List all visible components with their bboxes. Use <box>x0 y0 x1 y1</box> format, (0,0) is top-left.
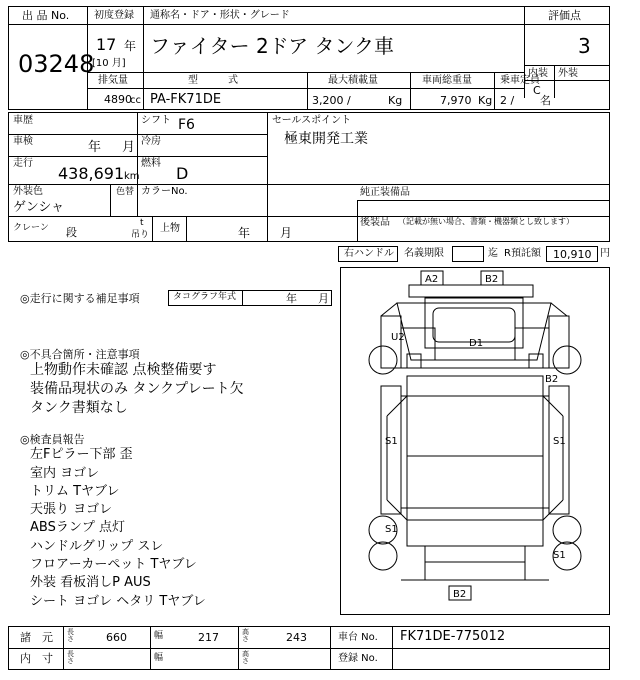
inspector-line-4: 天張り ヨゴレ <box>30 502 113 517</box>
registration-year-unit: 年 <box>124 39 137 53</box>
fuel-label: 燃料 <box>141 158 161 169</box>
vehicle-diagram <box>341 268 609 614</box>
diagram-label-s1-left-upper: S1 <box>385 436 398 447</box>
model-name-label: 通称名・ドア・形状・グレード <box>150 10 290 21</box>
height-label: 高さ <box>242 628 249 644</box>
length-label: 長さ <box>67 628 74 644</box>
diagram-label-u2: U2 <box>391 332 405 343</box>
inspection-year-unit: 年 <box>88 140 102 155</box>
height-value: 243 <box>286 631 307 644</box>
defect-line-3: タンク書類なし <box>30 400 128 416</box>
model-code-label: 型 式 <box>188 75 238 86</box>
inspector-line-2: 室内 ヨゴレ <box>30 466 100 481</box>
driving-notes-label: ◎走行に関する補足事項 <box>20 292 140 305</box>
diagram-label-b2-front: B2 <box>485 274 499 285</box>
inspector-line-6: ハンドルグリップ スレ <box>30 539 164 554</box>
gross-weight-value: 7,970 <box>440 94 472 107</box>
overall-rating: 3 <box>578 34 591 58</box>
sales-point-label: セールスポイント <box>272 115 352 126</box>
exterior-color-label: 外装色 <box>13 186 43 197</box>
exterior-grade-label: 外装 <box>558 68 578 79</box>
capacity-label: 乗車定員 <box>500 75 540 86</box>
inspector-line-7: フロアーカーペット Tヤブレ <box>30 557 197 572</box>
name-change-label: 名義期限 <box>404 248 444 259</box>
history-label: 車歴 <box>13 115 33 126</box>
diagram-label-a2: A2 <box>425 274 439 285</box>
capacity-unit: 名 <box>540 94 551 107</box>
crane-label: クレーン <box>13 223 49 233</box>
registration-month: [10 月] <box>92 58 126 69</box>
ac-label: 冷房 <box>141 136 161 147</box>
length-value: 660 <box>106 631 127 644</box>
chassis-number: FK71DE-775012 <box>400 629 506 644</box>
color-code-label: カラーNo. <box>141 186 188 197</box>
name-change-box <box>452 246 484 262</box>
inspector-line-5: ABSランプ 点灯 <box>30 520 125 535</box>
defect-line-1: 上物動作未確認 点検整備要す <box>30 362 217 378</box>
interior-grade: C <box>533 84 541 97</box>
vehicle-title: ファイター 2ドア タンク車 <box>150 34 395 58</box>
color-change-label: 色替 <box>116 187 135 197</box>
recycle-label: R預託額 <box>504 248 541 259</box>
interior-width-label: 幅 <box>154 653 164 663</box>
interior-length-label: 長さ <box>67 650 74 666</box>
registration-number-label: 登録 No. <box>338 653 378 664</box>
max-load-value: 3,200 / <box>312 94 351 107</box>
aftermarket-note: （記載が無い場合、書類・機器類とし致します） <box>398 217 574 226</box>
interior-grade-label: 内装 <box>528 68 548 79</box>
mileage-unit: km <box>124 171 140 182</box>
registration-year: 17 <box>96 35 117 54</box>
aftermarket-label: 後装品 <box>360 217 390 228</box>
diagram-label-s1-right-lower: S1 <box>553 550 566 561</box>
max-load-unit: Kg <box>388 94 403 107</box>
tachograph-label: タコグラフ年式 <box>173 292 237 302</box>
diagram-label-s1-right-upper: S1 <box>553 436 566 447</box>
tachograph-year-unit: 年 <box>286 292 297 305</box>
diagram-label-d1: D1 <box>469 338 484 349</box>
crane-hanging-unit: 吊り <box>131 230 150 240</box>
lift-month-unit: 月 <box>280 226 293 240</box>
recycle-value: 10,910 <box>553 248 592 261</box>
interior-height-label: 高さ <box>242 650 249 666</box>
fuel-value: D <box>176 164 189 183</box>
tachograph-month-unit: 月 <box>318 292 329 305</box>
width-label: 幅 <box>154 631 164 641</box>
gross-weight-label: 車両総重量 <box>422 75 472 86</box>
displacement-label: 排気量 <box>98 75 128 86</box>
defect-line-2: 装備品現状のみ タンクプレート欠 <box>30 381 244 397</box>
inspection-label: 車検 <box>13 136 33 147</box>
displacement-unit: cc <box>130 95 141 106</box>
dimensions-label: 諸 元 <box>20 631 53 644</box>
inspector-line-3: トリム Tヤブレ <box>30 484 120 499</box>
first-registration-label: 初度登録 <box>94 10 134 21</box>
interior-dimensions-label: 内 寸 <box>20 652 53 665</box>
inspector-line-8: 外装 看板消しP AUS <box>30 575 151 590</box>
width-value: 217 <box>198 631 219 644</box>
inspection-month-unit: 月 <box>122 140 136 155</box>
diagram-label-s1-left-lower: S1 <box>385 524 398 535</box>
lot-number: 03248 <box>18 50 95 78</box>
crane-stage-unit: 段 <box>66 226 77 239</box>
shift-value: F6 <box>178 117 195 133</box>
lift-label: 上物 <box>160 223 180 234</box>
defects-label: ◎不具合箇所・注意事項 <box>20 348 140 361</box>
vehicle-diagram-frame <box>340 267 610 615</box>
model-code: PA-FK71DE <box>150 92 222 107</box>
exterior-color-value: ゲンシャ <box>13 200 65 215</box>
mileage-label: 走行 <box>13 158 33 169</box>
lot-number-label: 出 品 No. <box>22 9 70 22</box>
diagram-label-b2-side: B2 <box>545 374 559 385</box>
inspector-line-1: 左Fピラー下部 歪 <box>30 447 133 462</box>
inspector-report-label: ◎検査員報告 <box>20 433 85 446</box>
rating-label: 評価点 <box>548 9 581 22</box>
chassis-label: 車台 No. <box>338 632 378 643</box>
sales-point-text: 極東開発工業 <box>284 131 368 147</box>
mileage-value: 438,691 <box>58 164 125 183</box>
standard-equipment-label: 純正装備品 <box>360 187 410 198</box>
lift-year-unit: 年 <box>238 226 251 240</box>
shift-label: シフト <box>141 115 171 126</box>
displacement-value: 4890 <box>104 93 132 106</box>
max-load-label: 最大積載量 <box>328 75 378 86</box>
name-change-until: 迄 <box>488 248 498 259</box>
inspector-line-9: シート ヨゴレ ヘタリ Tヤブレ <box>30 594 206 609</box>
gross-weight-unit: Kg <box>478 94 493 107</box>
crane-ton-unit: t <box>140 218 144 228</box>
steering-value: 右ハンドル <box>344 248 394 259</box>
capacity-value: 2 / <box>500 94 515 107</box>
recycle-unit: 円 <box>600 248 610 259</box>
diagram-label-b2-rear: B2 <box>453 589 467 600</box>
